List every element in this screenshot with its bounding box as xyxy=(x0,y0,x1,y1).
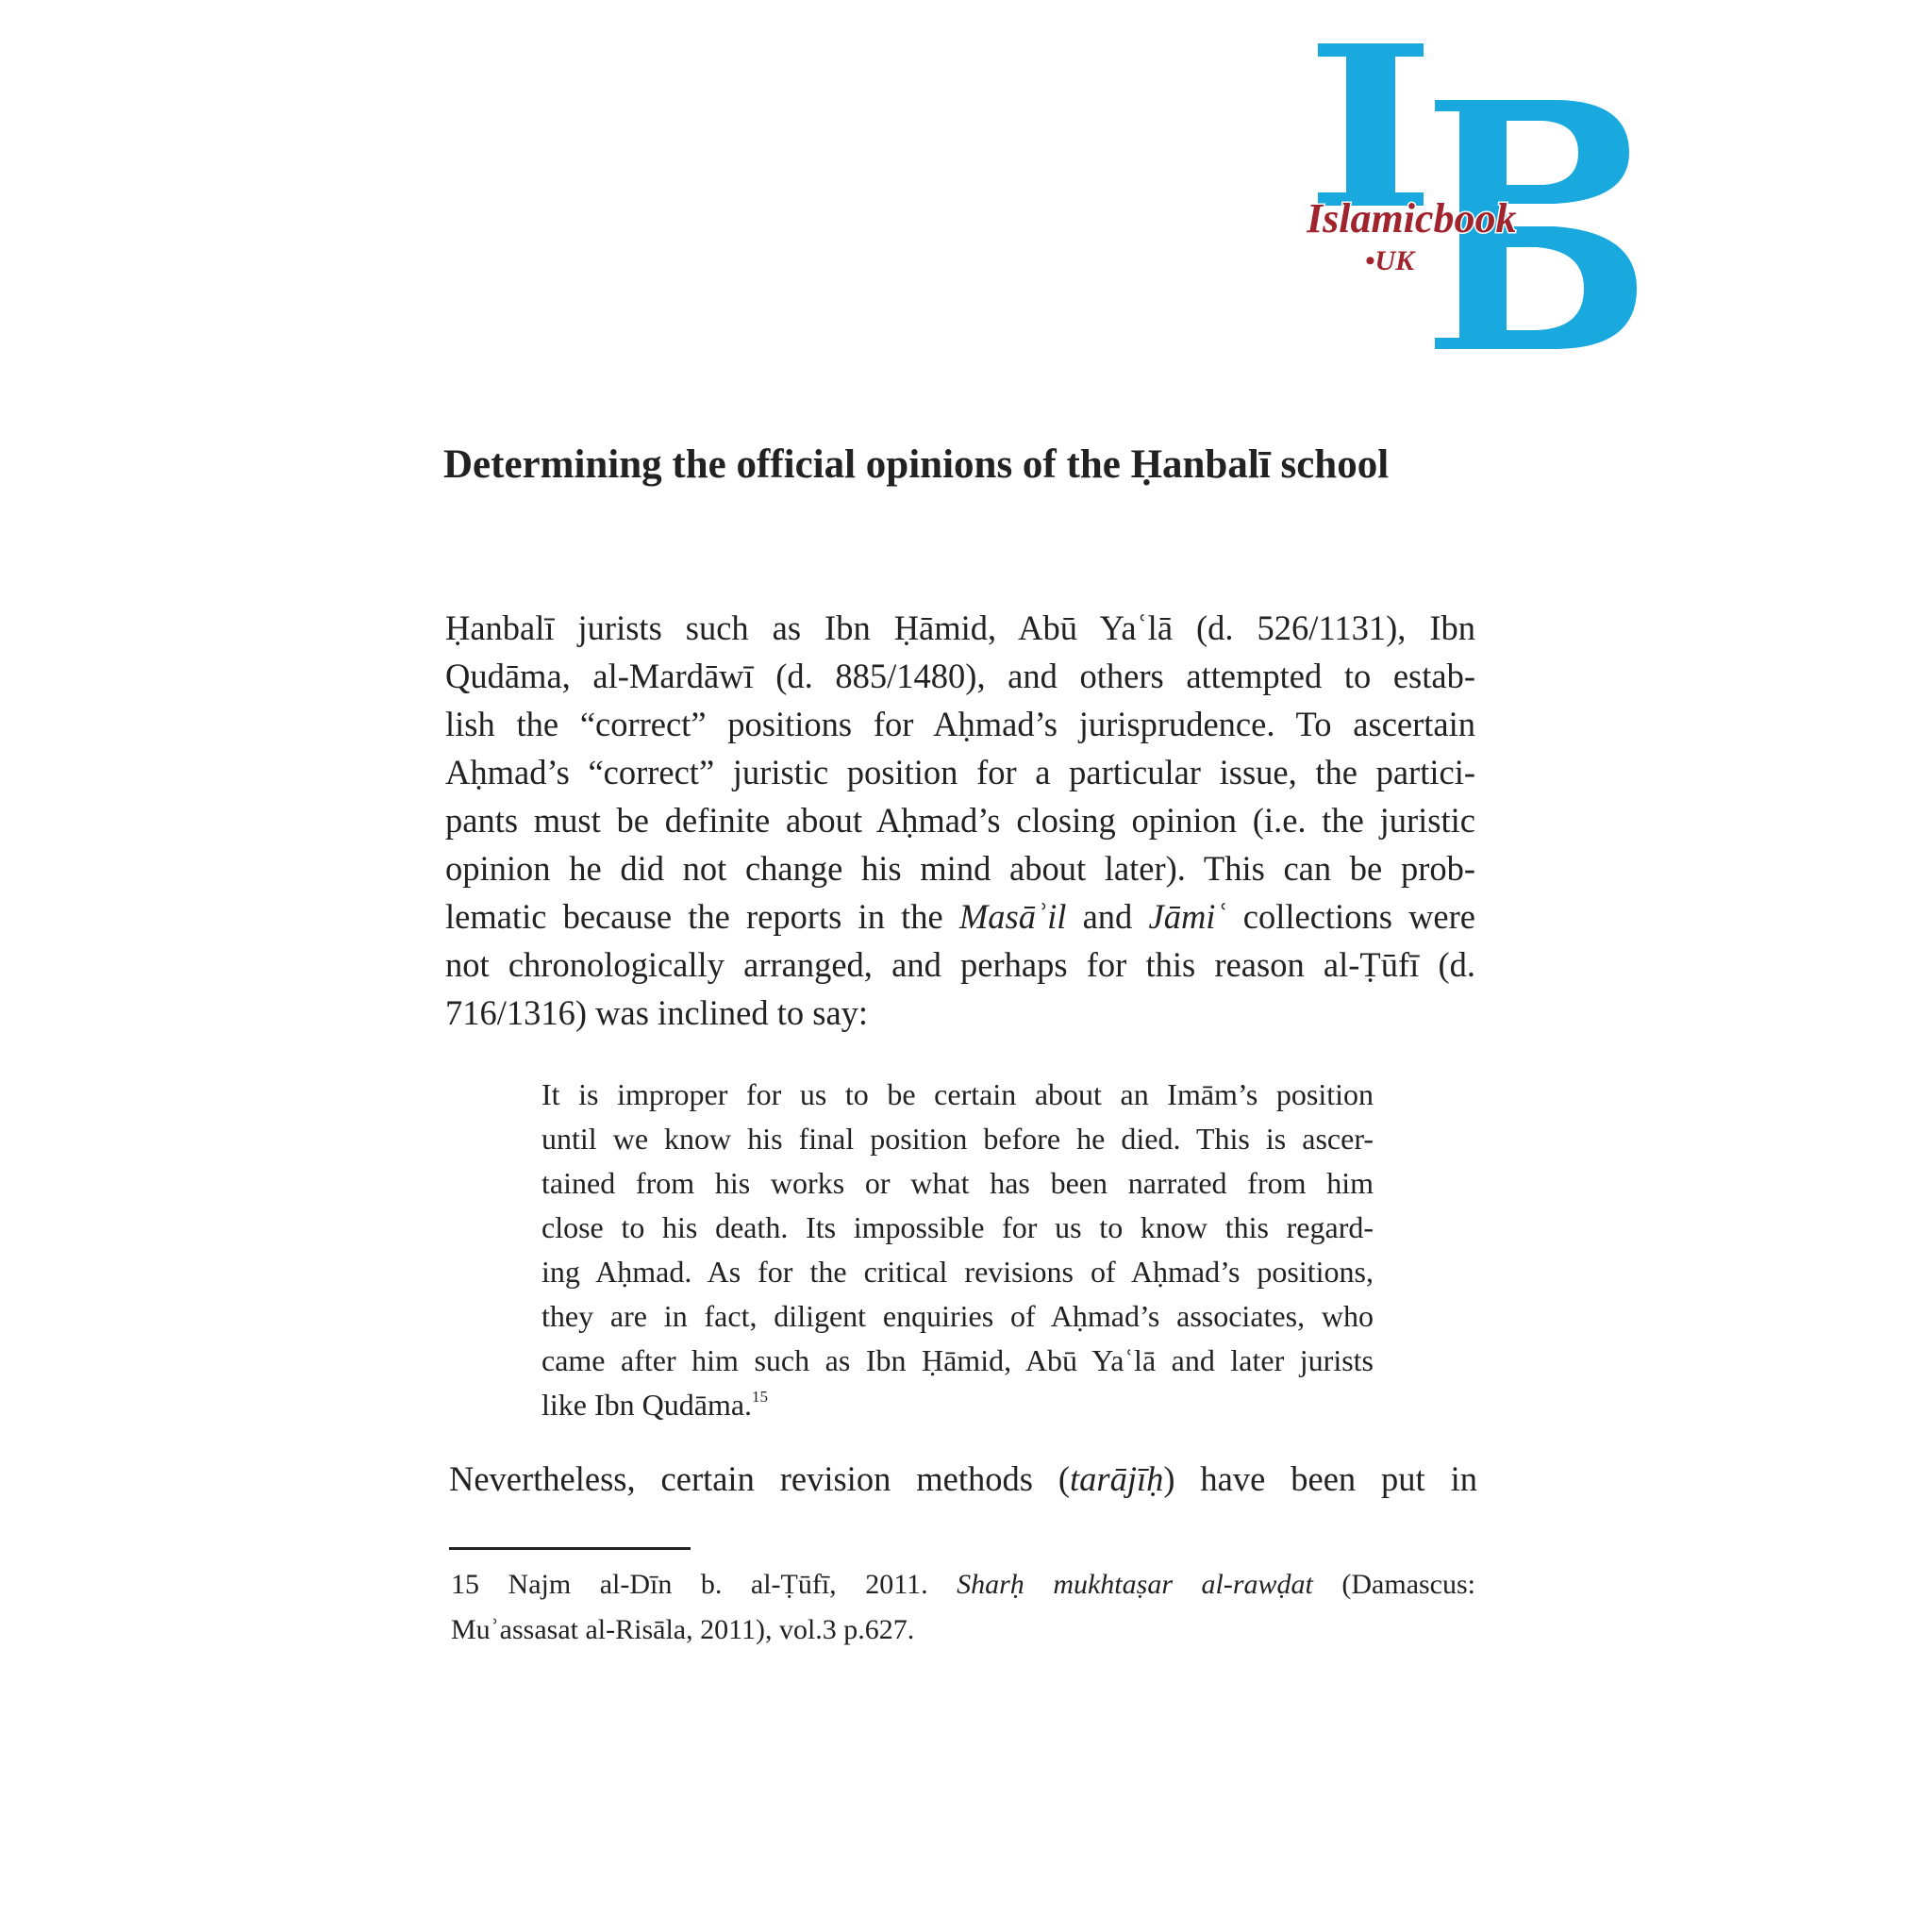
italic-term-jami: Jāmiʿ xyxy=(1148,897,1227,936)
paragraph-1 xyxy=(445,604,1475,1037)
paragraph-line: pants must be definite about Aḥmad’s closing opinion (i.e. the juristic xyxy=(445,801,1475,840)
logo-brand-text: Islamicbook xyxy=(1307,195,1517,242)
paragraph-line: lish the “correct” positions for Aḥmad’s jurisprudence. To ascertain xyxy=(445,705,1475,743)
quote-line: ing Aḥmad. As for the critical revisions of Aḥmad’s positions, xyxy=(541,1255,1374,1289)
paragraph-line: not chronologically arranged, and perhaps for this reason al-Ṭūfī (d. xyxy=(445,945,1475,984)
footnote-title: Sharḥ mukhtaṣar al-rawḍat xyxy=(957,1569,1313,1600)
logo-letter-i xyxy=(1318,43,1424,206)
paragraph-line: opinion he did not change his mind about later). This can be prob- xyxy=(445,849,1475,888)
quote-line: tained from his works or what has been narrated from him xyxy=(541,1166,1374,1200)
footnote-line: Muʾassasat al-Risāla, 2011), vol.3 p.627. xyxy=(451,1614,915,1645)
quote-line: It is improper for us to be certain about an Imām’s position xyxy=(541,1077,1374,1111)
footnote-reference[interactable]: 15 xyxy=(752,1388,769,1406)
paragraph-line: Qudāma, al-Mardāwī (d. 885/1480), and others attempted to estab- xyxy=(445,657,1475,695)
logo-brand-suffix: •UK xyxy=(1365,245,1415,276)
paragraph-line: Ḥanbalī jurists such as Ibn Ḥāmid, Abū Yaʿlā (d. 526/1131), Ibn xyxy=(445,608,1475,647)
quote-line: until we know his final position before he died. This is ascer- xyxy=(541,1122,1374,1156)
paragraph-line: Nevertheless, certain revision methods (tarājīḥ) have been put in xyxy=(449,1459,1477,1498)
section-heading: Determining the official opinions of the Ḥanbalī school xyxy=(443,442,1390,487)
footnote-line: 15 Najm al-Dīn b. al-Ṭūfī, 2011. Sharḥ mukhtaṣar al-rawḍat (Damascus: xyxy=(451,1569,1476,1600)
paragraph-line: Aḥmad’s “correct” juristic position for a particular issue, the partici- xyxy=(445,753,1475,791)
footnote-15 xyxy=(451,1562,1475,1653)
paragraph-2 xyxy=(449,1455,1477,1503)
quote-line: close to his death. Its impossible for us to know this regard- xyxy=(541,1210,1374,1244)
block-quote xyxy=(541,1073,1374,1427)
italic-term-tarajih: tarājīḥ xyxy=(1069,1459,1164,1498)
quote-line: they are in fact, diligent enquiries of Aḥmad’s associates, who xyxy=(541,1299,1374,1333)
footnote-number: 15 xyxy=(451,1569,479,1600)
italic-term-masail: Masāʾil xyxy=(958,897,1067,936)
paragraph-line: 716/1316) was inclined to say: xyxy=(445,993,869,1032)
footnote-divider xyxy=(449,1547,691,1550)
quote-line: came after him such as Ibn Ḥāmid, Abū Yaʿlā and later jurists xyxy=(541,1343,1374,1377)
paragraph-line-with-italics: lematic because the reports in the Masāʾil and Jāmiʿ collections were xyxy=(445,897,1475,936)
quote-line: like Ibn Qudāma.$^{15}$ xyxy=(541,1388,769,1422)
islamicbook-logo xyxy=(1307,38,1646,358)
